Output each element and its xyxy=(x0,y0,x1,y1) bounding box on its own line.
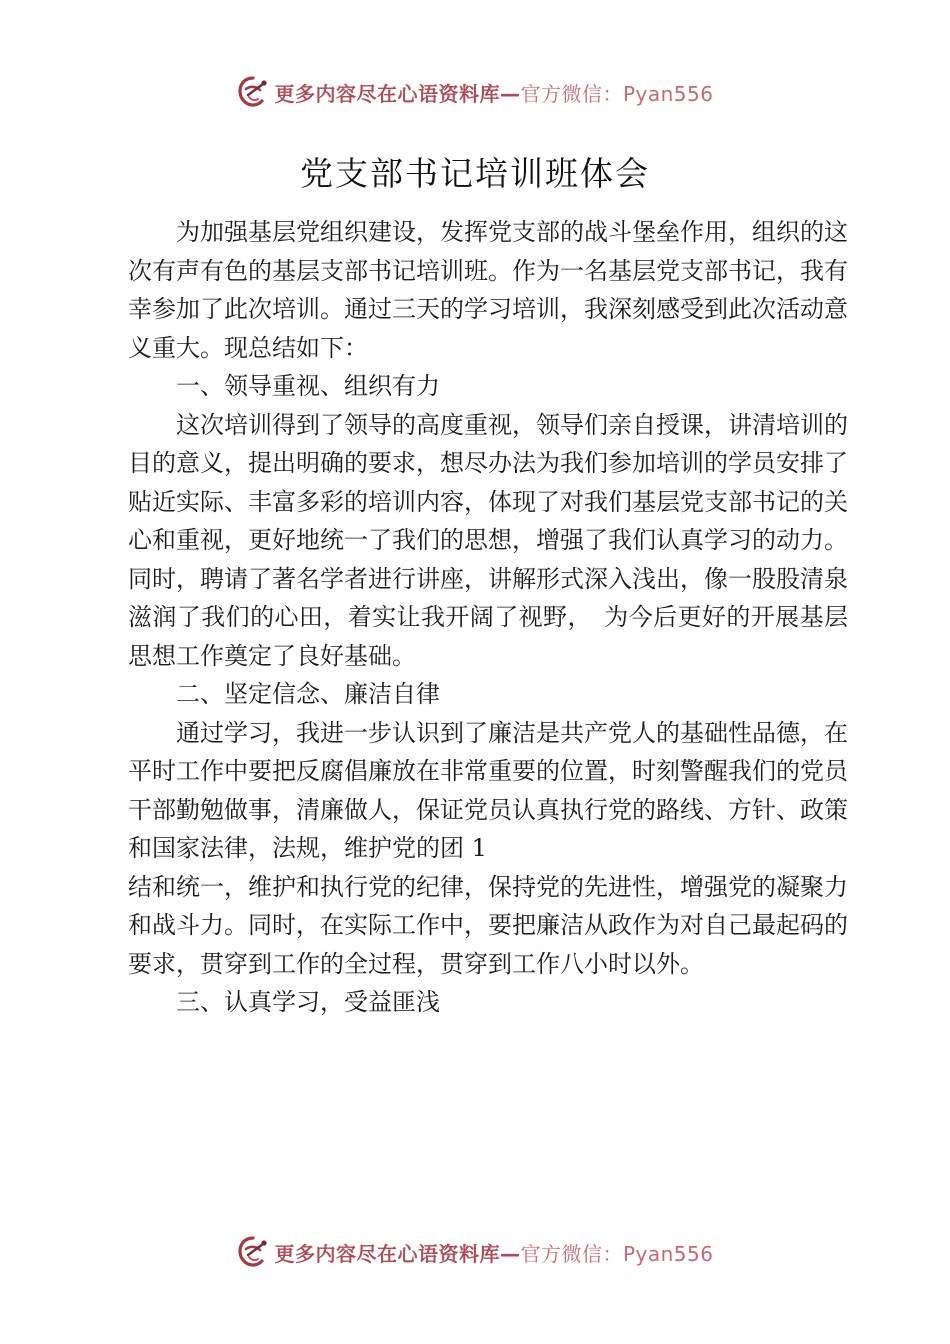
section-heading-3: 三、认真学习，受益匪浅 xyxy=(176,988,440,1016)
footer-banner xyxy=(0,1232,950,1272)
header-banner-main: 更多内容尽在心语资料库— xyxy=(274,81,521,106)
footer-banner-wechat: 官方微信：Pyan556 xyxy=(520,1241,714,1266)
logo-icon xyxy=(236,1235,270,1269)
document-body xyxy=(128,213,848,1022)
section-heading-2: 二、坚定信念、廉洁自律 xyxy=(176,680,440,708)
header-banner xyxy=(0,72,950,112)
header-banner-inner xyxy=(236,75,713,109)
footer-banner-main: 更多内容尽在心语资料库— xyxy=(274,1241,521,1266)
header-banner-wechat: 官方微信：Pyan556 xyxy=(520,81,714,106)
logo-icon xyxy=(236,75,270,109)
paragraph-section-2a: 通过学习，我进一步认识到了廉洁是共产党人的基础性品德，在平时工作中要把反腐倡廉放在非常重要的位置，时刻警醒我们的党员干部勤勉做事，清廉做人，保证党员认真执行党的路线、方针、政策和国家法律，法规，维护党的团 1 xyxy=(128,718,848,862)
paragraph-section-1: 这次培训得到了领导的高度重视，领导们亲自授课，讲清培训的目的意义，提出明确的要求，想尽办法为我们参加培训的学员安排了贴近实际、丰富多彩的培训内容，体现了对我们基层党支部书记的关心和重视，更好地统一了我们的思想，增强了我们认真学习的动力。同时，聘请了著名学者进行讲座，讲解形式深入浅出，像一股股清泉滋润了我们的心田，着实让我开阔了视野， 为今后更好的开展基层思想工作奠定了良好基础。 xyxy=(128,410,848,670)
footer-banner-inner xyxy=(236,1235,713,1269)
footer-banner-text xyxy=(274,1238,713,1267)
paragraph-section-2b: 结和统一，维护和执行党的纪律，保持党的先进性，增强党的凝聚力和战斗力。同时，在实际工作中，要把廉洁从政作为对自己最起码的要求，贯穿到工作的全过程，贯穿到工作八小时以外。 xyxy=(128,872,848,978)
header-banner-text xyxy=(274,78,713,107)
document-title: 党支部书记培训班体会 xyxy=(300,154,650,193)
section-heading-1: 一、领导重视、组织有力 xyxy=(176,372,440,400)
paragraph-intro: 为加强基层党组织建设，发挥党支部的战斗堡垒作用，组织的这次有声有色的基层支部书记培训班。作为一名基层党支部书记，我有幸参加了此次培训。通过三天的学习培训，我深刻感受到此次活动意义重大。现总结如下： xyxy=(128,218,848,362)
